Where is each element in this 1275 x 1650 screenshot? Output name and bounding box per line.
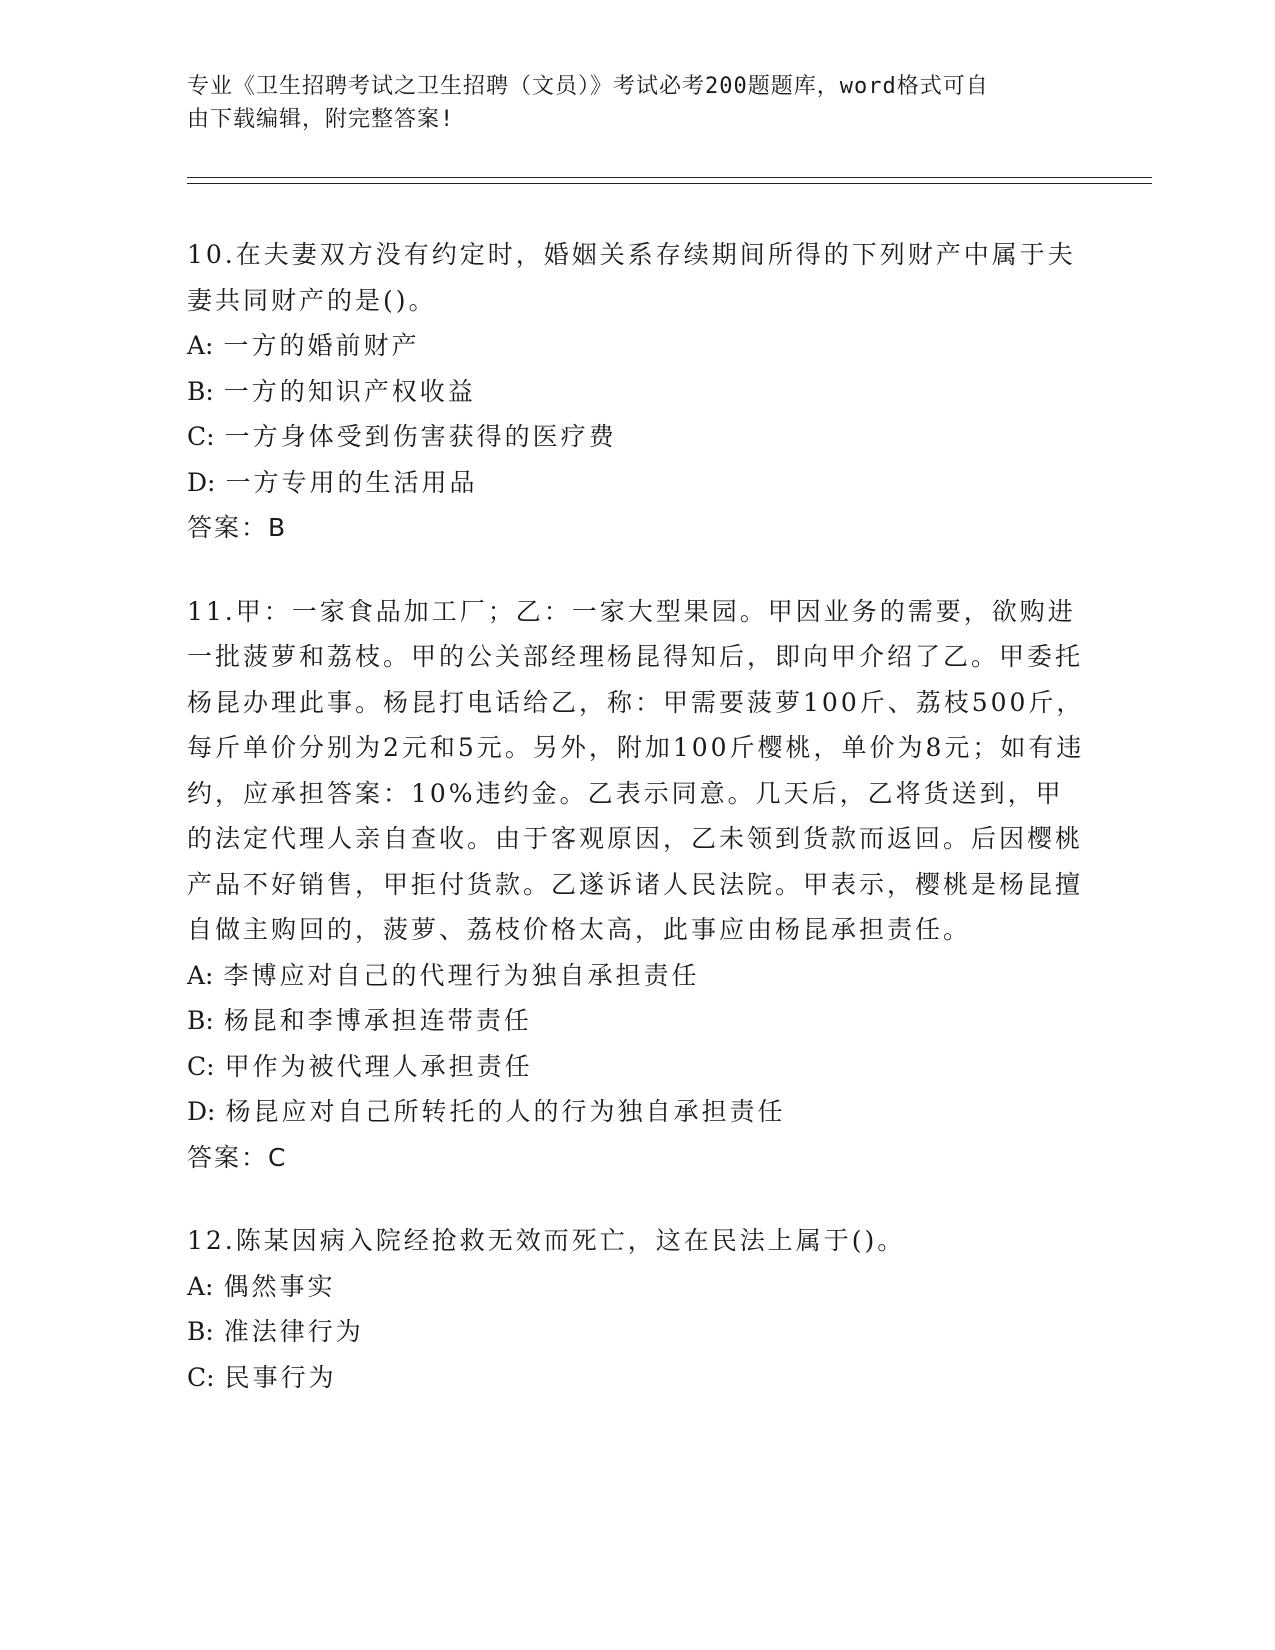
option-b [187, 1309, 1087, 1355]
header-divider-top [187, 177, 1152, 178]
option-text: 一方的婚前财产 [223, 331, 420, 360]
option-key: C: [187, 1362, 215, 1392]
option-key: B: [187, 1317, 214, 1346]
question-list [187, 232, 1087, 1438]
option-text: 偶然事实 [223, 1271, 336, 1301]
option-key: A: [187, 331, 214, 360]
option-text: 民事行为 [224, 1362, 337, 1392]
option-a [187, 953, 1087, 999]
option-d [187, 1089, 1087, 1135]
option-text: 杨昆应对自己所转托的人的行为独自承担责任 [225, 1097, 786, 1126]
option-key: B: [187, 1006, 214, 1035]
option-key: D: [187, 1097, 216, 1126]
option-text: 一方身体受到伤害获得的医疗费 [224, 422, 617, 451]
header-line-1: 专业《卫生招聘考试之卫生招聘（文员）》考试必考200题题库，word格式可自 [187, 74, 989, 99]
option-text: 准法律行为 [223, 1317, 364, 1346]
question-stem: 11.甲：一家食品加工厂；乙：一家大型果园。甲因业务的需要，欲购进一批菠萝和荔枝。甲的公关部经理杨昆得知后，即向甲介绍了乙。甲委托杨昆办理此事。杨昆打电话给乙，称：甲需要菠萝100斤、荔枝500斤，每斤单价分别为2元和5元。另外，附加100斤樱桃，单价为8元；如有违约，应承担答案：10%违约金。乙表示同意。几天后，乙将货送到，甲的法定代理人亲自查收。由于客观原因，乙未领到货款而返回。后因樱桃产品不好销售，甲拒付货款。乙遂诉诸人民法院。甲表示，樱桃是杨昆擅自做主购回的，菠萝、荔枝价格太高，此事应由杨昆承担责任。 [187, 596, 1085, 944]
header-divider-bottom [187, 183, 1152, 184]
question-stem: 12.陈某因病入院经抢救无效而死亡，这在民法上属于()。 [187, 1226, 906, 1255]
option-a [187, 323, 1087, 369]
option-d [187, 460, 1087, 506]
answer-label: 答案：B [187, 513, 288, 542]
option-key: C: [187, 1051, 215, 1081]
option-key: D: [187, 467, 216, 497]
question-stem: 10.在夫妻双方没有约定时，婚姻关系存续期间所得的下列财产中属于夫妻共同财产的是()。 [187, 240, 1076, 315]
document-header [187, 70, 1067, 136]
option-key: A: [187, 960, 214, 990]
option-a [187, 1264, 1087, 1310]
option-key: B: [187, 376, 214, 406]
question-10 [187, 232, 1087, 551]
question-11 [187, 589, 1087, 1181]
option-c [187, 1044, 1087, 1090]
header-line-2: 由下载编辑，附完整答案! [187, 107, 455, 132]
answer-label: 答案：C [187, 1142, 288, 1172]
option-b [187, 998, 1087, 1044]
option-key: A: [187, 1271, 214, 1301]
question-12 [187, 1218, 1087, 1400]
option-text: 一方的知识产权收益 [223, 376, 476, 406]
option-text: 杨昆和李博承担连带责任 [223, 1006, 532, 1035]
option-key: C: [187, 422, 215, 451]
option-text: 甲作为被代理人承担责任 [224, 1051, 533, 1081]
option-c [187, 1355, 1087, 1401]
option-b [187, 369, 1087, 415]
option-text: 一方专用的生活用品 [225, 467, 478, 497]
option-c [187, 414, 1087, 460]
option-text: 李博应对自己的代理行为独自承担责任 [223, 960, 700, 990]
